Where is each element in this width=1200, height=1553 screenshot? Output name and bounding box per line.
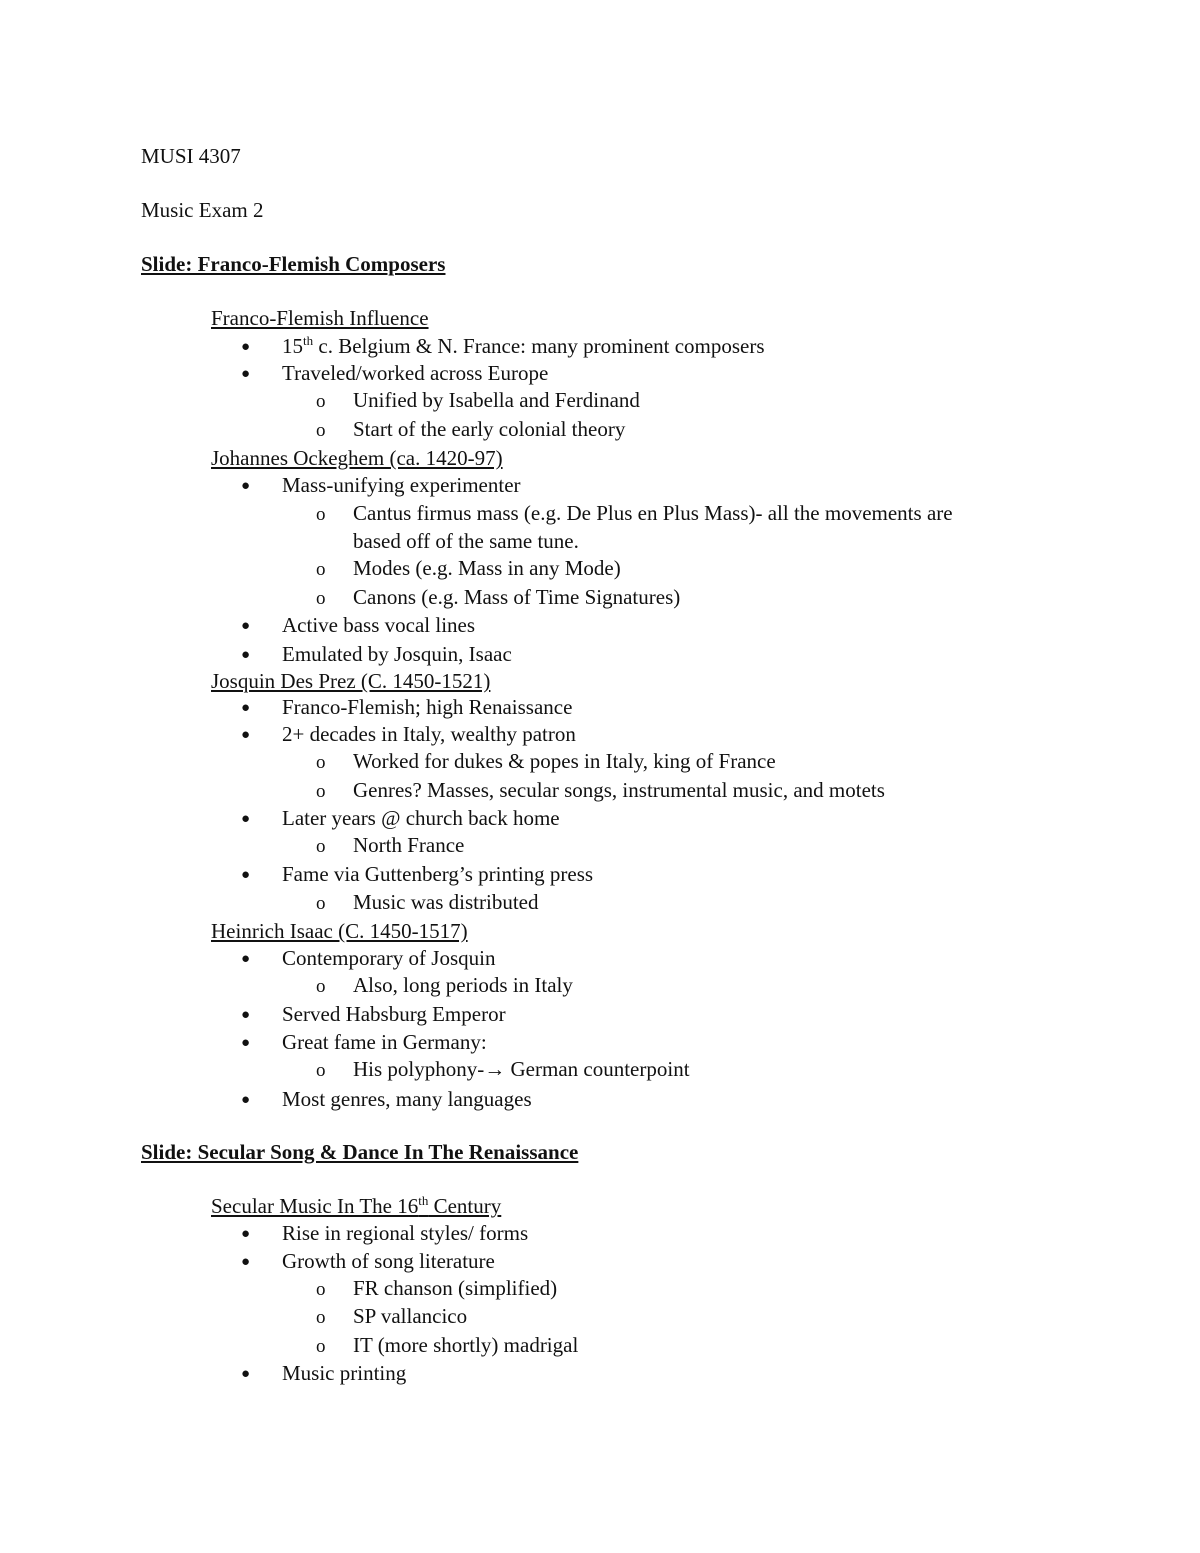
bullet-marker: ● xyxy=(241,618,251,634)
circle-marker: o xyxy=(316,559,326,580)
bullet-item: ● Contemporary of Josquin xyxy=(241,946,496,970)
sub-bullet-continuation: based off of the same tune. xyxy=(353,529,579,553)
bullet-item: ● Growth of song literature xyxy=(241,1249,495,1273)
sub-bullet-item: o SP vallancico xyxy=(316,1303,467,1331)
bullet-marker: ● xyxy=(241,339,251,355)
sub-bullet-item: o His polyphony-→ German counterpoint xyxy=(316,1056,690,1084)
circle-marker: o xyxy=(316,1060,326,1081)
circle-marker: o xyxy=(316,588,326,609)
bullet-marker: ● xyxy=(241,1254,251,1270)
heading-secular-music: Secular Music In The 16th Century xyxy=(211,1193,502,1218)
bullet-marker: ● xyxy=(241,478,251,494)
sub-bullet-item: o IT (more shortly) madrigal xyxy=(316,1332,578,1360)
circle-marker: o xyxy=(316,781,326,802)
circle-marker: o xyxy=(316,1279,326,1300)
bullet-item: ● Franco-Flemish; high Renaissance xyxy=(241,695,573,719)
sub-bullet-item: o Genres? Masses, secular songs, instrumental music, and motets xyxy=(316,777,885,805)
sub-bullet-item: o Modes (e.g. Mass in any Mode) xyxy=(316,555,621,583)
bullet-marker: ● xyxy=(241,700,251,716)
bullet-marker: ● xyxy=(241,867,251,883)
bullet-item: ● Rise in regional styles/ forms xyxy=(241,1221,529,1245)
bullet-marker: ● xyxy=(241,727,251,743)
sub-bullet-item: o Cantus firmus mass (e.g. De Plus en Plus Mass)- all the movements are xyxy=(316,500,953,528)
course-code: MUSI 4307 xyxy=(141,144,241,168)
bullet-item: ● Traveled/worked across Europe xyxy=(241,361,549,385)
bullet-item: ● Active bass vocal lines xyxy=(241,613,476,637)
circle-marker: o xyxy=(316,391,326,412)
circle-marker: o xyxy=(316,976,326,997)
heading-ockeghem: Johannes Ockeghem (ca. 1420-97) xyxy=(211,446,503,470)
bullet-item: ● Fame via Guttenberg’s printing press xyxy=(241,862,594,886)
circle-marker: o xyxy=(316,893,326,914)
bullet-marker: ● xyxy=(241,366,251,382)
bullet-item: ● 2+ decades in Italy, wealthy patron xyxy=(241,722,576,746)
sub-bullet-item: o Music was distributed xyxy=(316,889,538,917)
sub-bullet-item: o Unified by Isabella and Ferdinand xyxy=(316,387,640,415)
bullet-item: ● Later years @ church back home xyxy=(241,806,560,830)
heading-josquin: Josquin Des Prez (C. 1450-1521) xyxy=(211,669,491,693)
sub-bullet-item: o Worked for dukes & popes in Italy, king of France xyxy=(316,748,776,776)
bullet-item: ● Music printing xyxy=(241,1361,407,1385)
heading-franco-flemish-influence: Franco-Flemish Influence xyxy=(211,306,429,330)
bullet-marker: ● xyxy=(241,647,251,663)
circle-marker: o xyxy=(316,1336,326,1357)
circle-marker: o xyxy=(316,836,326,857)
bullet-item: ● Mass-unifying experimenter xyxy=(241,473,521,497)
slide-title-secular-song: Slide: Secular Song & Dance In The Renaissance xyxy=(141,1140,579,1164)
circle-marker: o xyxy=(316,420,326,441)
bullet-marker: ● xyxy=(241,951,251,967)
bullet-marker: ● xyxy=(241,1092,251,1108)
bullet-item: ● Most genres, many languages xyxy=(241,1087,532,1111)
sub-bullet-item: o North France xyxy=(316,832,464,860)
bullet-marker: ● xyxy=(241,1007,251,1023)
sub-bullet-item: o FR chanson (simplified) xyxy=(316,1275,557,1303)
sub-bullet-item: o Canons (e.g. Mass of Time Signatures) xyxy=(316,584,680,612)
bullet-marker: ● xyxy=(241,811,251,827)
bullet-marker: ● xyxy=(241,1366,251,1382)
bullet-item: ● 15th c. Belgium & N. France: many prominent composers xyxy=(241,333,765,358)
bullet-item: ● Great fame in Germany: xyxy=(241,1030,487,1054)
bullet-item: ● Served Habsburg Emperor xyxy=(241,1002,506,1026)
heading-isaac: Heinrich Isaac (C. 1450-1517) xyxy=(211,919,468,943)
circle-marker: o xyxy=(316,1307,326,1328)
slide-title-franco-flemish: Slide: Franco-Flemish Composers xyxy=(141,252,446,276)
sub-bullet-item: o Also, long periods in Italy xyxy=(316,972,573,1000)
exam-title: Music Exam 2 xyxy=(141,198,264,222)
circle-marker: o xyxy=(316,504,326,525)
bullet-marker: ● xyxy=(241,1226,251,1242)
sub-bullet-item: o Start of the early colonial theory xyxy=(316,416,625,444)
circle-marker: o xyxy=(316,752,326,773)
bullet-item: ● Emulated by Josquin, Isaac xyxy=(241,642,512,666)
bullet-marker: ● xyxy=(241,1035,251,1051)
